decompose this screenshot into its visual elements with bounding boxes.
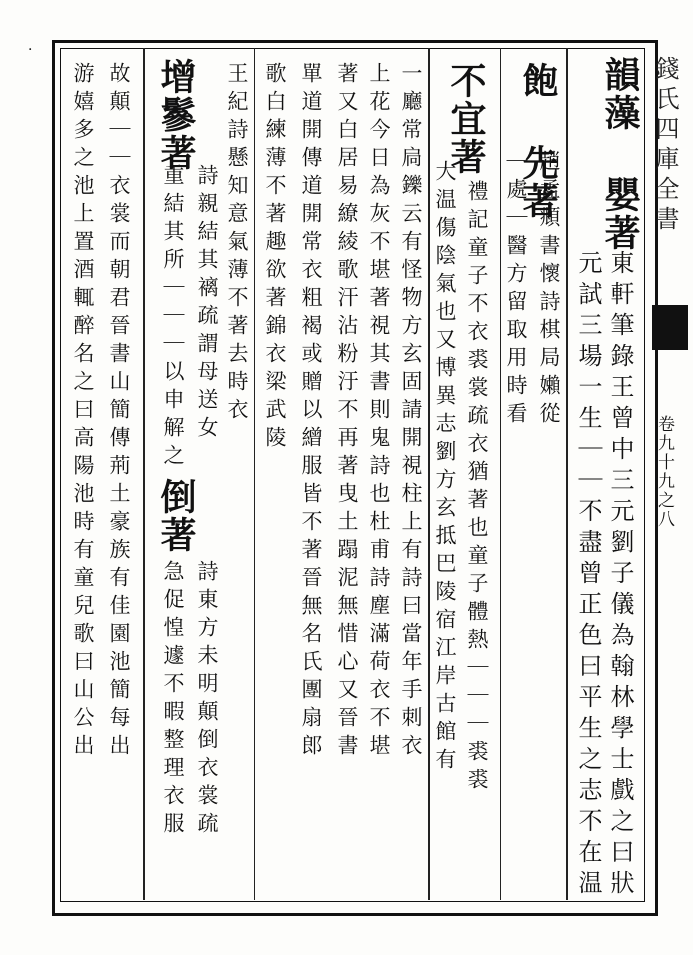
text-column-1 <box>599 56 641 252</box>
text-column-5: 禮記童子不衣裘裳疏衣猶著也童子體熱｜｜｜裘裘 <box>465 180 489 796</box>
text-column-3: 趙孟頫書懷詩棋局嬾從 <box>537 150 561 430</box>
text-column-6: 大温傷陰氣也又博異志劉方玄抵巴陵宿江岸古館有 <box>433 160 457 776</box>
entry-heading: 增鬖著 <box>155 58 197 172</box>
margin-book-title: 錢氏四庫全書 <box>651 56 679 236</box>
text-column-13: 詩親結其褵疏謂母送女 <box>195 164 219 444</box>
text-column-18: 游嬉多之池上置酒輒醉名之曰高陽池時有童兒歌曰山公出 <box>71 62 95 762</box>
column-rule <box>254 48 255 900</box>
text-column-14: 重結其所｜｜｜以申解之 <box>161 164 185 472</box>
text-column-17: 故顛｜｜衣裳而朝君晉書山簡傳荊土豪族有佳園池簡每出 <box>107 62 131 762</box>
column-rule <box>143 48 145 900</box>
margin-dots: · <box>28 42 33 58</box>
fishtail-mark <box>652 305 688 350</box>
text-column-4: ｜處｜醫方留取用時看 <box>504 150 528 430</box>
text-column-1-body: 東軒筆錄王曾中三元劉子儀為翰林學士戲之曰狀 <box>606 250 634 901</box>
text-column-10: 單道開傳道開常衣粗褐或贈以繒服皆不著晉無名氏團扇郎 <box>299 62 323 762</box>
column-rule <box>500 48 501 900</box>
text-column-11: 歌白練薄不著趣欲著錦衣梁武陵 <box>263 62 287 454</box>
text-column-2: 元試三場一生｜｜不盡曾正色曰平生之志不在温 <box>574 250 602 901</box>
text-column-9: 著又白居易繚綾歌汗沾粉汙不再著曳土蹋泥無惜心又晉書 <box>335 62 359 762</box>
margin-volume-label: 卷九十九之八 <box>654 415 674 529</box>
text-column-15: 詩東方未明顛倒衣裳疏 <box>195 560 219 840</box>
text-column-7: 一廳常扃鑠云有怪物方玄固請開視柱上有詩曰當年手刺衣 <box>399 62 423 762</box>
text-column-12: 王紀詩懸知意氣薄不著去時衣 <box>225 62 249 426</box>
entry-heading: 飽 先著 <box>517 62 559 220</box>
text-column-8: 上花今日為灰不堪著視其書則鬼詩也杜甫詩塵滿荷衣不堪 <box>367 62 391 762</box>
text-column-16: 急促惶遽不暇整理衣服 <box>161 560 185 840</box>
entry-heading: 不宜著 <box>445 62 487 176</box>
column-rule <box>428 48 430 900</box>
column-rule <box>566 48 568 900</box>
entry-heading: 韻藻 嬰著 <box>599 56 641 252</box>
entry-heading: 倒著 <box>155 478 197 554</box>
